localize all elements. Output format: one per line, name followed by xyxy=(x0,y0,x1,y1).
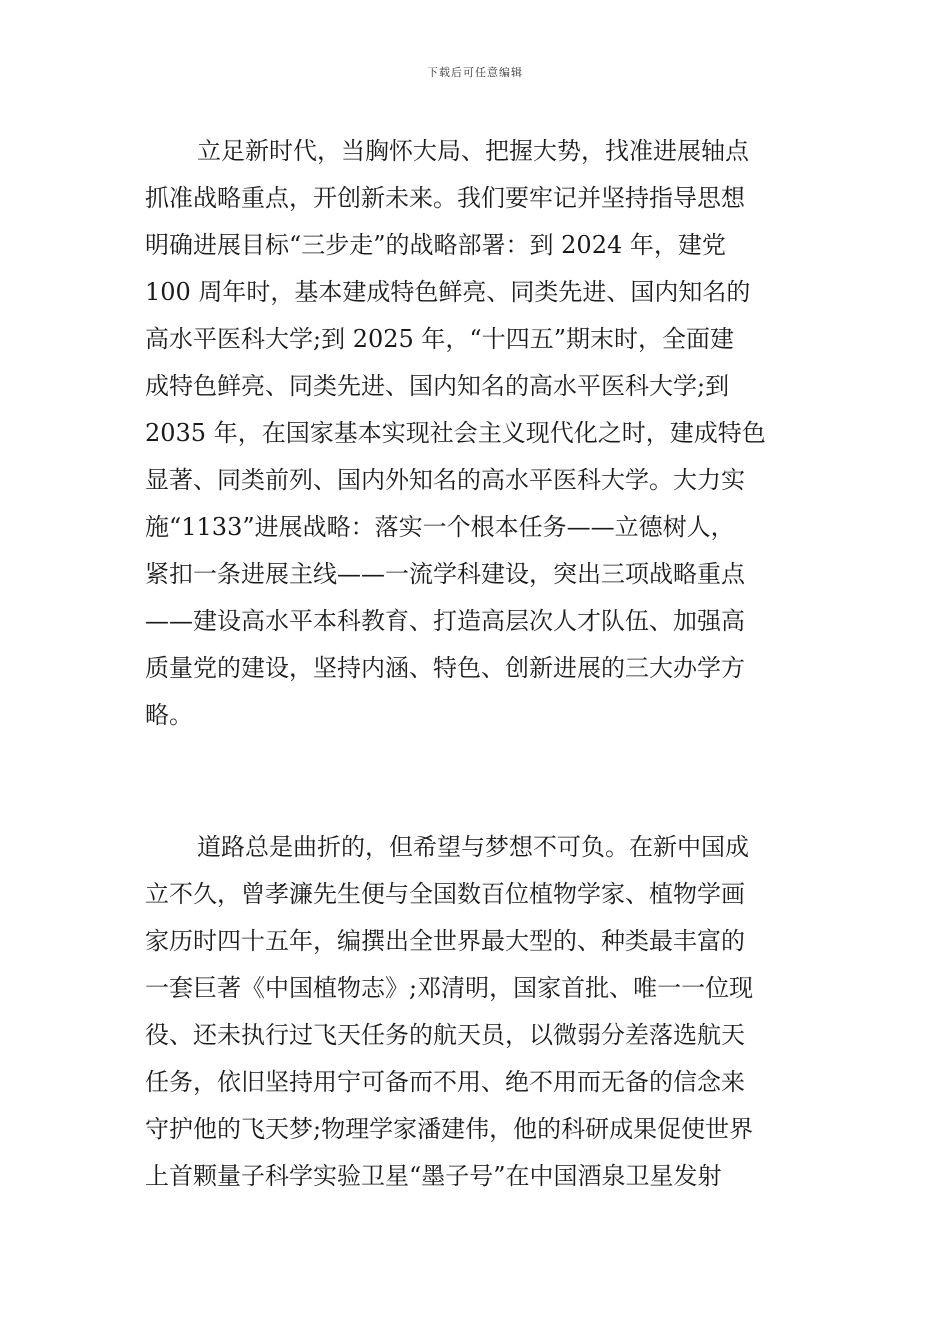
paragraph-line: 一套巨著《中国植物志》;邓清明，国家首批、唯一一位现 xyxy=(145,974,754,1002)
paragraph-line: 施“1133”进展战略：落实一个根本任务——立德树人， xyxy=(145,513,735,541)
paragraph-2 xyxy=(145,824,805,1200)
page-header: 下载后可任意编辑 xyxy=(427,66,523,79)
paragraph-line: 显著、同类前列、国内外知名的高水平医科大学。大力实 xyxy=(145,466,745,494)
paragraph-line: 高水平医科大学;到 2025 年，“十四五”期末时，全面建 xyxy=(145,325,734,353)
paragraph-line: 任务，依旧坚持用宁可备而不用、绝不用而无备的信念来 xyxy=(145,1068,745,1096)
paragraph-line: 2035 年，在国家基本实现社会主义现代化之时，建成特色 xyxy=(145,419,766,447)
paragraph-line: ——建设高水平本科教育、打造高层次人才队伍、加强高 xyxy=(145,607,745,635)
paragraph-line: 守护他的飞天梦;物理学家潘建伟，他的科研成果促使世界 xyxy=(145,1115,754,1143)
paragraph-line: 明确进展目标“三步走”的战略部署：到 2024 年，建党 xyxy=(145,231,726,259)
paragraph-line: 道路总是曲折的，但希望与梦想不可负。在新中国成 xyxy=(197,833,749,861)
paragraph-line: 100 周年时，基本建成特色鲜亮、同类先进、国内知名的 xyxy=(145,278,751,306)
paragraph-line: 立不久，曾孝濂先生便与全国数百位植物学家、植物学画 xyxy=(145,880,745,908)
paragraph-line: 质量党的建设，坚持内涵、特色、创新进展的三大办学方 xyxy=(145,654,745,682)
paragraph-line: 役、还未执行过飞天任务的航天员，以微弱分差落选航天 xyxy=(145,1021,745,1049)
paragraph-line: 立足新时代，当胸怀大局、把握大势，找准进展轴点 xyxy=(197,137,749,165)
paragraph-line: 家历时四十五年，编撰出全世界最大型的、种类最丰富的 xyxy=(145,927,745,955)
paragraph-line: 略。 xyxy=(145,701,193,729)
paragraph-line: 上首颗量子科学实验卫星“墨子号”在中国酒泉卫星发射 xyxy=(145,1162,722,1190)
paragraph-line: 抓准战略重点，开创新未来。我们要牢记并坚持指导思想 xyxy=(145,184,745,212)
paragraph-line: 成特色鲜亮、同类先进、国内知名的高水平医科大学;到 xyxy=(145,372,730,400)
paragraph-1 xyxy=(145,128,805,739)
paragraph-line: 紧扣一条进展主线——一流学科建设，突出三项战略重点 xyxy=(145,560,745,588)
